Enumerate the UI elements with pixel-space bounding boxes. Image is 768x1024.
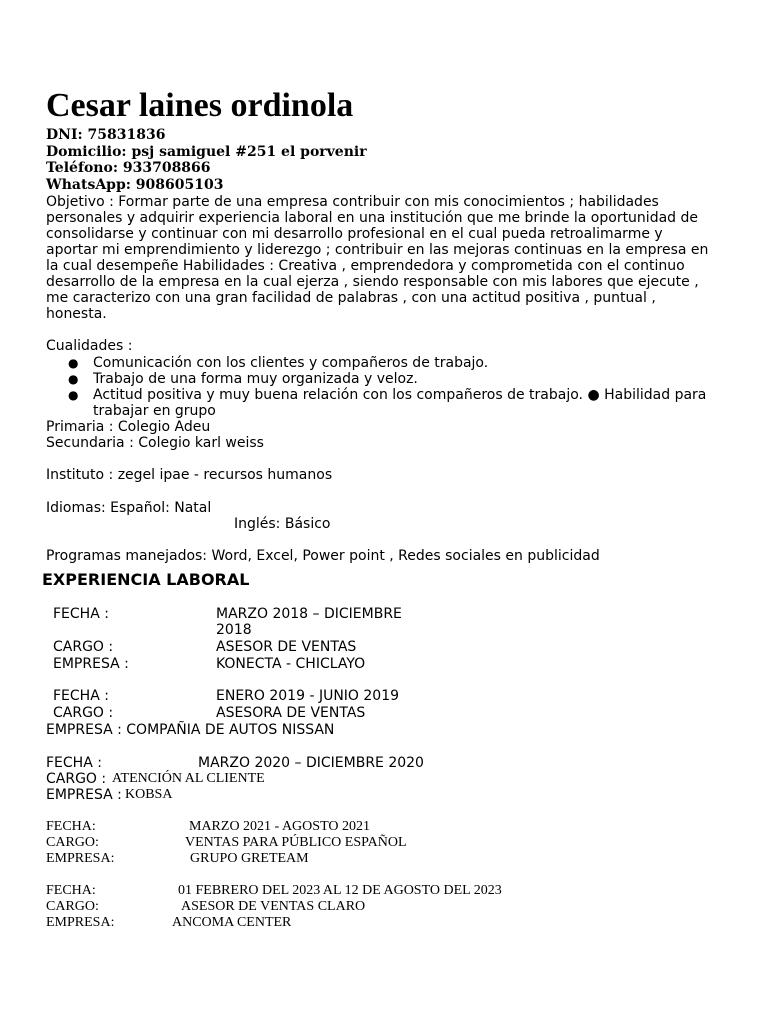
exp-empresa-value: GRUPO GRETEAM bbox=[190, 851, 309, 866]
exp-empresa-line: EMPRESA : COMPAÑIA DE AUTOS NISSAN bbox=[46, 722, 335, 738]
education-primaria: Primaria : Colegio Adeu bbox=[46, 419, 211, 435]
exp-empresa-label: EMPRESA: bbox=[46, 851, 115, 866]
exp-cargo-label: CARGO: bbox=[46, 835, 99, 850]
exp-fecha-label: FECHA: bbox=[46, 819, 96, 834]
domicilio-line: Domicilio: psj samiguel #251 el porvenir bbox=[46, 144, 367, 160]
exp-fecha-value-cont: 2018 bbox=[216, 622, 252, 638]
exp-cargo-value: VENTAS PARA PÚBLICO ESPAÑOL bbox=[185, 835, 407, 850]
quality-item: Trabajo de una forma muy organizada y veloz. bbox=[93, 371, 418, 387]
exp-empresa-label: EMPRESA : bbox=[46, 787, 122, 803]
whatsapp-line: WhatsApp: 908605103 bbox=[46, 177, 224, 193]
exp-fecha-value: MARZO 2018 – DICIEMBRE bbox=[216, 606, 402, 622]
qualities-heading: Cualidades : bbox=[46, 338, 133, 354]
exp-cargo-value: ATENCIÓN AL CLIENTE bbox=[112, 771, 265, 786]
exp-empresa-label: EMPRESA: bbox=[46, 915, 115, 930]
exp-fecha-value: ENERO 2019 - JUNIO 2019 bbox=[216, 688, 400, 704]
exp-fecha-label: FECHA : bbox=[46, 755, 102, 771]
languages-english: Inglés: Básico bbox=[234, 516, 331, 532]
exp-empresa-label: EMPRESA : bbox=[53, 656, 129, 672]
exp-fecha-value: 01 FEBRERO DEL 2023 AL 12 DE AGOSTO DEL 2023 bbox=[178, 883, 502, 898]
exp-cargo-label: CARGO : bbox=[53, 705, 114, 721]
exp-empresa-value: KONECTA - CHICLAYO bbox=[216, 656, 366, 672]
bullet-icon: ● bbox=[68, 388, 79, 402]
exp-fecha-label: FECHA: bbox=[46, 883, 96, 898]
exp-cargo-label: CARGO: bbox=[46, 899, 99, 914]
cv-name-title: Cesar laines ordinola bbox=[46, 87, 354, 124]
exp-fecha-value: MARZO 2021 - AGOSTO 2021 bbox=[189, 819, 370, 834]
education-instituto: Instituto : zegel ipae - recursos humanos bbox=[46, 467, 333, 483]
exp-cargo-label: CARGO : bbox=[53, 639, 114, 655]
exp-fecha-label: FECHA : bbox=[53, 606, 109, 622]
telefono-line: Teléfono: 933708866 bbox=[46, 160, 211, 176]
exp-fecha-value: MARZO 2020 – DICIEMBRE 2020 bbox=[198, 755, 424, 771]
quality-item: Comunicación con los clientes y compañeros de trabajo. bbox=[93, 355, 489, 371]
exp-cargo-label: CARGO : bbox=[46, 771, 107, 787]
education-secundaria: Secundaria : Colegio karl weiss bbox=[46, 435, 264, 451]
languages-line: Idiomas: Español: Natal bbox=[46, 500, 212, 516]
exp-empresa-value: KOBSA bbox=[125, 787, 173, 802]
exp-fecha-label: FECHA : bbox=[53, 688, 109, 704]
exp-empresa-value: ANCOMA CENTER bbox=[172, 915, 292, 930]
exp-cargo-value: ASESORA DE VENTAS bbox=[216, 705, 366, 721]
exp-cargo-value: ASESOR DE VENTAS CLARO bbox=[181, 899, 366, 914]
exp-cargo-value: ASESOR DE VENTAS bbox=[216, 639, 357, 655]
objective-paragraph: Objetivo : Formar parte de una empresa contribuir con mis conocimientos ; habilidades personales y adquirir experiencia laboral en una institución que me brinde la oportunidad de consolidarse y continuar con mi desarrollo profesional en el cual pueda retroalimarme y aportar mi emprendimiento y liderezgo ; contribuir en las mejoras continuas en la empresa en la cual desempeñe Habilidades : Creativa , emprendedora y comprometida con el continuo desarrollo de la empresa en la cual ejerza , siendo responsable con mis labores que ejecute , me caracterizo con una gran facilidad de palabras , con una actitud positiva , puntual , honesta. bbox=[46, 194, 709, 322]
programs-line: Programas manejados: Word, Excel, Power point , Redes sociales en publicidad bbox=[46, 548, 600, 564]
bullet-icon: ● bbox=[68, 372, 79, 386]
bullet-icon: ● bbox=[68, 356, 79, 370]
dni-line: DNI: 75831836 bbox=[46, 127, 166, 143]
experience-heading: EXPERIENCIA LABORAL bbox=[42, 570, 250, 589]
quality-item: Actitud positiva y muy buena relación con los compañeros de trabajo. ● Habilidad para trabajar en grupo bbox=[93, 387, 707, 419]
